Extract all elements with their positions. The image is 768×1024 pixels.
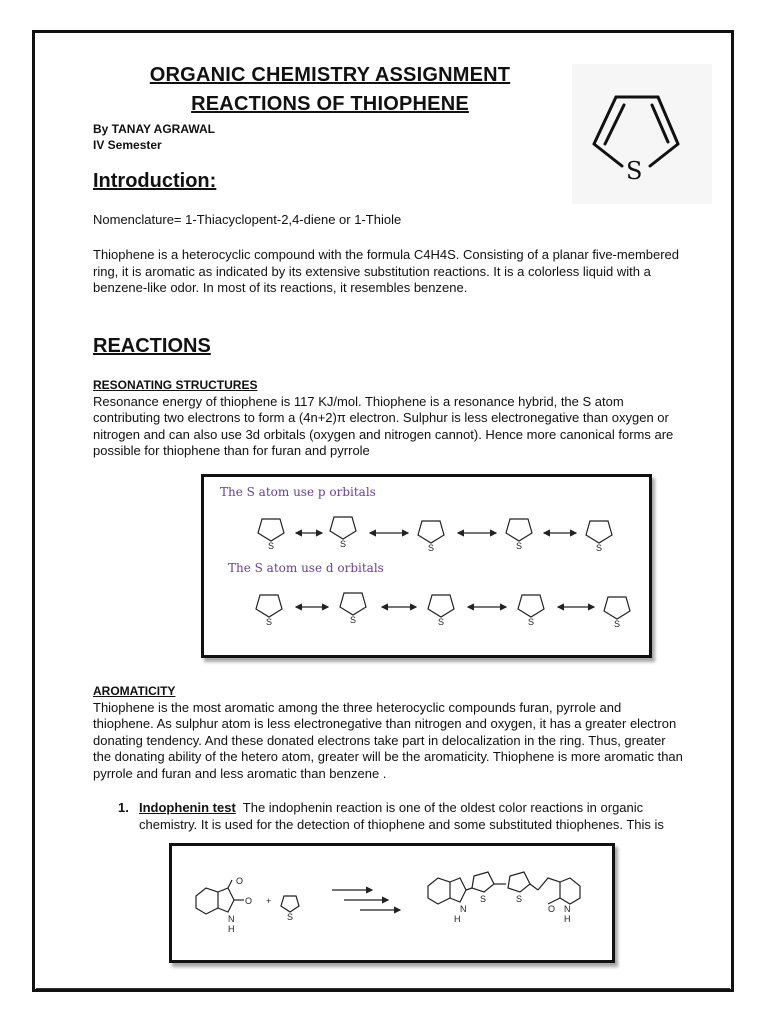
document-title: ORGANIC CHEMISTRY ASSIGNMENT [149, 64, 511, 86]
svg-text:N: N [564, 904, 571, 914]
aromaticity-subheading: AROMATICITY [93, 684, 176, 698]
aromaticity-section [93, 683, 683, 782]
svg-text:S: S [596, 543, 603, 553]
svg-text:S: S [350, 615, 357, 625]
svg-text:S: S [614, 619, 621, 629]
author-name: By TANAY AGRAWAL [93, 122, 216, 136]
svg-text:S: S [287, 912, 294, 922]
author-block [93, 121, 215, 153]
resonating-subheading: RESONATING STRUCTURES [93, 378, 258, 392]
svg-text:O: O [245, 896, 253, 906]
nomenclature-text: Nomenclature= 1-Thiacyclopent-2,4-diene or 1-Thiole [93, 212, 402, 227]
svg-text:H: H [564, 914, 571, 924]
svg-text:S: S [516, 541, 523, 551]
document-subtitle: REACTIONS OF THIOPHENE [191, 93, 469, 115]
resonance-structures-diagram [204, 477, 649, 655]
thiophene-structure-icon [572, 64, 712, 204]
svg-text:S: S [438, 617, 445, 627]
svg-text:N: N [228, 914, 235, 924]
indophenin-reaction-diagram [172, 846, 612, 960]
list-item [118, 799, 678, 833]
svg-text:+: + [266, 896, 272, 906]
svg-text:S: S [268, 541, 275, 551]
p-orbitals-caption: The S atom use p orbitals [220, 485, 376, 499]
svg-text:O: O [236, 876, 244, 886]
thiophene-structure-image [572, 64, 712, 204]
semester-label: IV Semester [93, 138, 162, 152]
indophenin-reaction-figure [169, 843, 615, 963]
svg-text:H: H [454, 914, 461, 924]
introduction-heading: Introduction: [93, 170, 217, 192]
page-bottom-rule [36, 988, 730, 989]
svg-text:S: S [480, 894, 487, 904]
aromaticity-paragraph: Thiophene is the most aromatic among the three heterocyclic compounds furan, pyrrole and thiophene. As sulphur atom is less electronegative than nitrogen and oxygen, it has a greater electron donating tendency. And these donated electrons take part in delocalization in the ring. Thus, greater the donating ability of the hetero atom, greater will be the aromaticity. Thiophene is more aromatic than pyrrole and furan and less aromatic than benzene . [93, 699, 683, 781]
svg-text:S: S [516, 894, 523, 904]
logo-atom-label: S [626, 157, 643, 185]
resonating-paragraph: Resonance energy of thiophene is 117 KJ/mol. Thiophene is a resonance hybrid, the S atom contributing two electrons to form a (4n+2)π electron. Sulphur is less electronegative than oxygen or nitrogen and can also use 3d orbitals (oxygen and nitrogen cannot). Hence more canonical forms are possible for thiophene than for furan and pyrrole [93, 393, 674, 458]
reactions-heading: REACTIONS [93, 335, 211, 357]
list-number: 1. [118, 800, 129, 815]
d-orbitals-caption: The S atom use d orbitals [228, 561, 384, 575]
svg-text:S: S [340, 539, 347, 549]
svg-text:S: S [528, 617, 535, 627]
svg-text:O: O [548, 904, 556, 914]
svg-text:S: S [266, 617, 273, 627]
indophenin-test-text: The indophenin reaction is one of the oldest color reactions in organic chemistry. It is used for the detection of thiophene and some substituted thiophenes. This is [139, 800, 664, 832]
svg-text:N: N [460, 904, 467, 914]
indophenin-test-term: Indophenin test [139, 800, 236, 815]
resonating-section [93, 377, 683, 460]
svg-text:H: H [228, 924, 235, 934]
resonance-structures-figure [201, 474, 652, 658]
svg-text:S: S [428, 543, 435, 553]
introduction-paragraph: Thiophene is a heterocyclic compound with the formula C4H4S. Consisting of a planar five-membered ring, it is aromatic as indicated by its extensive substitution reactions. It is a colorless liquid with a benzene-like odor. In most of its reactions, it resembles benzene. [93, 247, 680, 295]
